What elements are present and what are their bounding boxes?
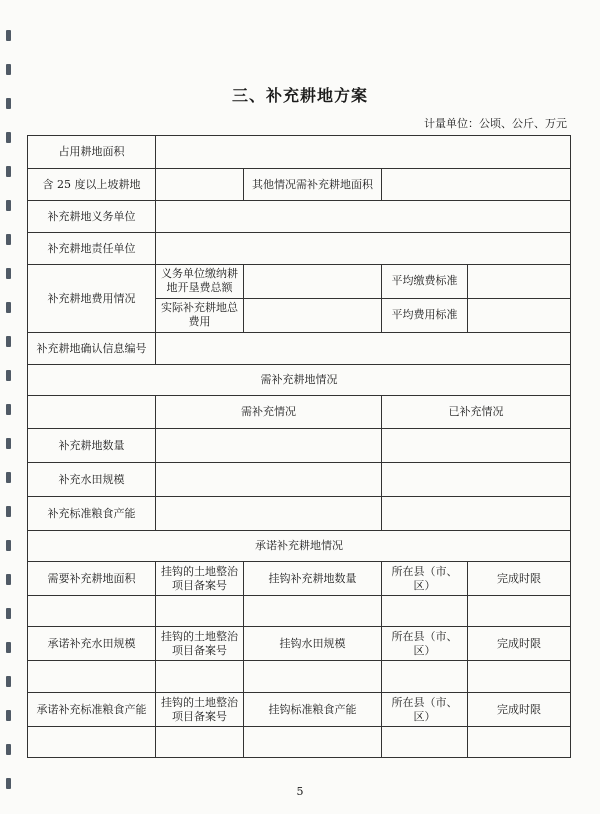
row-label: 占用耕地面积: [28, 136, 156, 168]
row-label: 其他情况需补充耕地面积: [244, 169, 382, 200]
column-header: 完成时限: [468, 562, 571, 595]
section-heading-row: [28, 531, 571, 562]
table-row: [28, 463, 571, 497]
value-cell[interactable]: [156, 429, 382, 462]
value-cell[interactable]: [28, 596, 156, 626]
binding-ring: [6, 268, 11, 279]
table-row: [28, 693, 571, 727]
value-cell[interactable]: [28, 661, 156, 692]
row-label: 需要补充耕地面积: [28, 562, 156, 595]
value-cell[interactable]: [382, 727, 468, 757]
value-cell[interactable]: [382, 497, 571, 530]
binding-ring: [6, 710, 11, 721]
row-label: 承诺补充标准粮食产能: [28, 693, 156, 726]
row-label: 补充耕地责任单位: [28, 233, 156, 264]
value-cell[interactable]: [382, 429, 571, 462]
binding-ring: [6, 166, 11, 177]
table-row: [28, 661, 571, 693]
column-header: 所在县（市、区）: [382, 562, 468, 595]
plan-table: [27, 135, 571, 758]
row-label: 实际补充耕地总费用: [156, 299, 244, 333]
column-header: 所在县（市、区）: [382, 627, 468, 660]
binding-ring: [6, 30, 11, 41]
row-label: 补充耕地数量: [28, 429, 156, 462]
value-cell[interactable]: [244, 265, 382, 298]
value-cell[interactable]: [244, 727, 382, 757]
binding-ring: [6, 506, 11, 517]
table-row: [156, 265, 571, 299]
table-row: [28, 627, 571, 661]
value-cell[interactable]: [156, 661, 244, 692]
table-row: [156, 299, 571, 333]
column-header: 挂钩水田规模: [244, 627, 382, 660]
value-cell[interactable]: [156, 169, 244, 200]
column-header: 完成时限: [468, 627, 571, 660]
value-cell[interactable]: [468, 299, 571, 333]
page-number: 5: [296, 785, 304, 798]
binding-ring: [6, 370, 11, 381]
value-cell[interactable]: [244, 596, 382, 626]
header-blank: [28, 396, 156, 428]
row-label: 义务单位缴纳耕地开垦费总额: [156, 265, 244, 298]
section-heading: 承诺补充耕地情况: [28, 531, 571, 561]
column-header: 挂钩标准粮食产能: [244, 693, 382, 726]
table-row: [28, 596, 571, 627]
row-label: 补充水田规模: [28, 463, 156, 496]
value-cell[interactable]: [156, 333, 571, 364]
value-cell[interactable]: [468, 596, 571, 626]
column-header: 挂钩的土地整治项目备案号: [156, 693, 244, 726]
value-cell[interactable]: [156, 136, 571, 168]
row-label: 补充耕地义务单位: [28, 201, 156, 232]
value-cell[interactable]: [382, 463, 571, 496]
binding-ring: [6, 608, 11, 619]
value-cell[interactable]: [156, 497, 382, 530]
value-cell[interactable]: [156, 463, 382, 496]
column-header: 已补充情况: [382, 396, 571, 428]
value-cell[interactable]: [156, 201, 571, 232]
value-cell[interactable]: [468, 661, 571, 692]
binding-ring: [6, 132, 11, 143]
table-row: [28, 169, 571, 201]
value-cell[interactable]: [468, 265, 571, 298]
binding-ring: [6, 64, 11, 75]
table-row: [28, 562, 571, 596]
binding-ring: [6, 540, 11, 551]
column-header: 完成时限: [468, 693, 571, 726]
value-cell[interactable]: [382, 169, 571, 200]
value-cell[interactable]: [382, 596, 468, 626]
row-label: 补充耕地费用情况: [28, 265, 156, 332]
table-row: [28, 136, 571, 169]
binding-ring: [6, 642, 11, 653]
binding-ring: [6, 744, 11, 755]
table-row: [28, 497, 571, 531]
row-label: 补充耕地确认信息编号: [28, 333, 156, 364]
binding-ring: [6, 574, 11, 585]
row-label: 平均缴费标准: [382, 265, 468, 298]
column-header: 挂钩的土地整治项目备案号: [156, 627, 244, 660]
column-header: 挂钩的土地整治项目备案号: [156, 562, 244, 595]
table-row: [28, 233, 571, 265]
binding-ring: [6, 302, 11, 313]
page-title: 三、补充耕地方案: [231, 86, 368, 105]
row-label: 平均费用标准: [382, 299, 468, 333]
binding-ring: [6, 234, 11, 245]
row-label: 补充标准粮食产能: [28, 497, 156, 530]
table-row: [28, 265, 571, 333]
column-header: 所在县（市、区）: [382, 693, 468, 726]
unit-note: 计量单位：公顷、公斤、万元: [424, 117, 567, 130]
value-cell[interactable]: [156, 233, 571, 264]
column-header: 需补充情况: [156, 396, 382, 428]
table-header-row: [28, 396, 571, 429]
binding-ring: [6, 336, 11, 347]
row-label: 含 25 度以上坡耕地: [28, 169, 156, 200]
table-row: [28, 201, 571, 233]
binding-ring: [6, 404, 11, 415]
value-cell[interactable]: [244, 661, 382, 692]
column-header: 挂钩补充耕地数量: [244, 562, 382, 595]
value-cell[interactable]: [156, 727, 244, 757]
table-row: [28, 429, 571, 463]
value-cell[interactable]: [382, 661, 468, 692]
value-cell[interactable]: [28, 727, 156, 757]
section-heading: 需补充耕地情况: [28, 365, 571, 395]
value-cell[interactable]: [156, 596, 244, 626]
row-label: 承诺补充水田规模: [28, 627, 156, 660]
table-row: [28, 727, 571, 758]
binding-ring: [6, 200, 11, 211]
binding-ring: [6, 472, 11, 483]
binding-ring: [6, 676, 11, 687]
binding-ring: [6, 438, 11, 449]
value-cell[interactable]: [244, 299, 382, 333]
section-heading-row: [28, 365, 571, 396]
cost-subtable: [156, 265, 571, 332]
table-row: [28, 333, 571, 365]
value-cell[interactable]: [468, 727, 571, 757]
